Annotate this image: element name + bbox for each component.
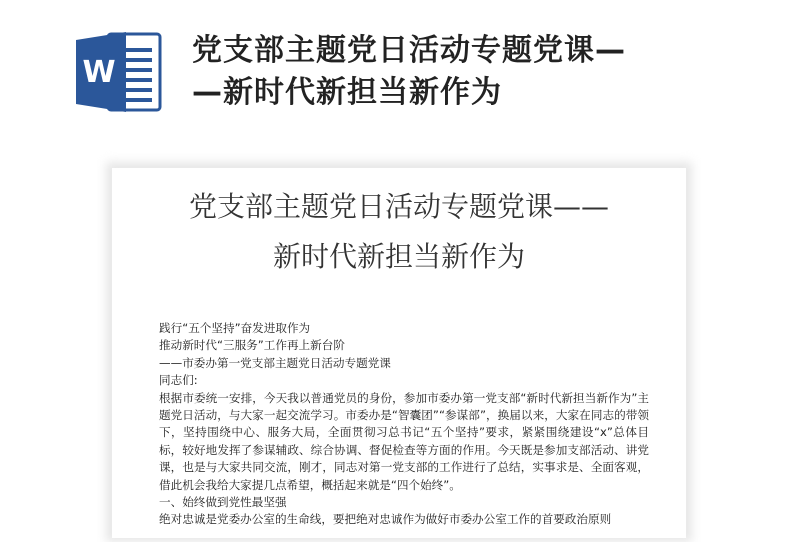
document-title-line-2: 新时代新担当新作为 [272, 240, 525, 273]
word-document-icon [74, 30, 166, 114]
body-line-cut: 绝对忠诚是党委办公室的生命线，要把绝对忠诚作为做好市委办公室工作的首要政治原则 [159, 512, 612, 527]
header-banner [0, 0, 800, 140]
document-body [159, 320, 649, 529]
document-page [112, 168, 686, 538]
body-line: 践行“五个坚持”奋发进取作为 [159, 321, 311, 335]
document-title [112, 182, 686, 282]
banner-title [192, 30, 752, 114]
word-icon-letter: W [82, 55, 116, 90]
body-line: ——市委办第一党支部主题党日活动专题党课 [159, 355, 391, 370]
section-heading: 一、始终做到党性最坚强 [159, 495, 287, 510]
banner-title-line-2: —新时代新担当新作为 [192, 75, 502, 110]
body-line: 同志们: [159, 373, 198, 388]
body-paragraph: 根据市委统一安排，今天我以普通党员的身份，参加市委办第一党支部“新时代新担当新作为”主题党日活动，与大家一起交流学习。市委办是“智囊团”“参谋部”，换届以来，大家在同志的带领下，坚持围绕中心、服务大局，全面贯彻习总书记“五个坚持”要求，紧紧围绕建设“x”总体目标，较好地发挥了参谋辅政、综合协调、督促检查等方面的作用。今天既是参加支部活动、讲党课，也是与大家共同交流，刚才，同志对第一党支部的工作进行了总结，实事求是、全面客观，借此机会我给大家提几点希望，概括起来就是“四个始终”。 [159, 390, 649, 492]
document-title-line-1: 党支部主题党日活动专题党课—— [188, 190, 609, 223]
body-line: 推动新时代“三服务”工作再上新台阶 [159, 338, 345, 353]
banner-title-line-1: 党支部主题党日活动专题党课— [192, 33, 626, 68]
